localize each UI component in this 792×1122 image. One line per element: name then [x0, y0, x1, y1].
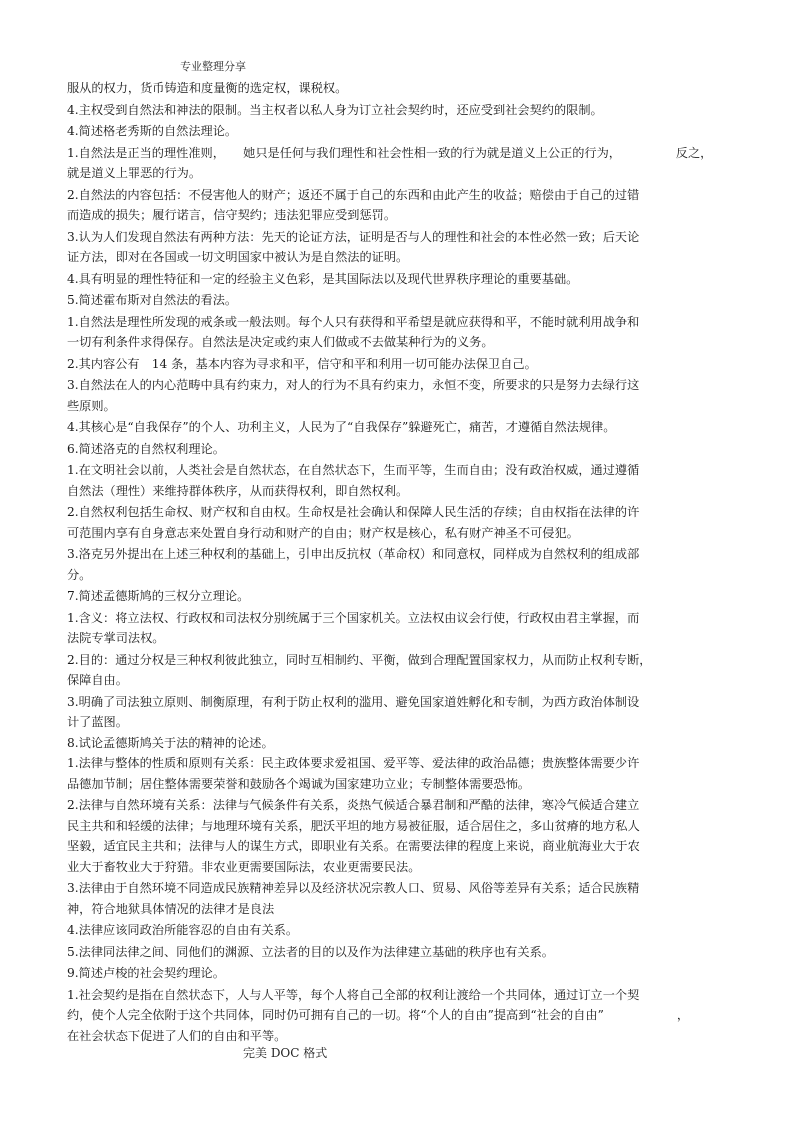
text-line: 法院专掌司法权。	[67, 631, 165, 645]
text-line: 一切有利条件求得保存。自然法是决定或约束人们做或不去做某种行为的义务。	[67, 335, 494, 349]
text-line: 1.自然法是理性所发现的戒条或一般法则。每个人只有获得和平希望是就应获得和平，不能时就利用战争和	[67, 314, 640, 329]
text-line: 计了蓝图。	[67, 715, 128, 729]
text-line: 3.明确了司法独立原则、制衡原理，有利于防止权利的滥用、避免国家道姓孵化和专制，为西方政治体制设	[67, 694, 640, 709]
text-line: 3.法律由于自然环境不同造成民族精神差异以及经济状况宗教人口、贸易、风俗等差异有关系；适合民族精	[67, 881, 640, 895]
text-line: 1.在文明社会以前，人类社会是自然状态，在自然状态下，生而平等，生而自由；没有政治权威，通过遵循	[67, 463, 640, 477]
section-heading: 9.简述卢梭的社会契约理论。	[67, 966, 225, 980]
text-line: 1.法律与整体的性质和原则有关系：民主政体要求爱祖国、爱平等、爱法律的政治品德；贵族整体需要少许	[67, 756, 640, 770]
text-line: 证方法，即对在各国或一切文明国家中被认为是自然法的证明。	[67, 250, 409, 264]
text-line: 4.其核心是“自我保存”的个人、功利主义，人民为了“自我保存”躲避死亡，痛苦，才遵循自然法规律。	[67, 420, 616, 434]
text-line: 神，符合地狱具体情况的法律才是良法	[67, 901, 275, 916]
text-line: 就是道义上罪恶的行为。	[67, 166, 202, 180]
text-line: 4.主权受到自然法和神法的限制。当主权者以私人身为订立社会契约时，还应受到社会契约的限制。	[67, 102, 603, 117]
page-footer: 完美 DOC 格式	[243, 1046, 328, 1060]
text-line: 分。	[67, 567, 92, 582]
text-line: 3.洛克另外提出在上述三种权利的基础上，引申出反抗权（革命权）和同意权，同样成为自然权利的组成部	[67, 547, 640, 561]
text-line: 2.其内容公有 14 条，基本内容为寻求和平，信守和平和利用一切可能办法保卫自己。	[67, 356, 537, 371]
section-heading: 8.试论孟德斯鸠关于法的精神的论述。	[67, 735, 274, 750]
text-line: 3.认为人们发现自然法有两种方法：先天的论证方法，证明是否与人的理性和社会的本性必然一致；后天论	[67, 229, 640, 244]
text-line: 5.法律同法律之间、同他们的渊源、立法者的目的以及作为法律建立基础的秩序也有关系。	[67, 944, 554, 959]
text-line: 自然法（理性）来维持群体秩序，从而获得权利，即自然权利。	[67, 483, 409, 498]
text-line: 在社会状态下促进了人们的自由和平等。	[67, 1028, 287, 1043]
section-heading: 6.简述洛克的自然权利理论。	[67, 441, 225, 456]
text-line: 1.含义：将立法权、行政权和司法权分别统属于三个国家机关。立法权由议会行使，行政权由君主掌握，而	[67, 610, 640, 625]
text-line: 业大于畜牧业大于狩猎。非农业更需要国际法，农业更需要民法。	[67, 859, 421, 874]
text-line: 4.具有明显的理性特征和一定的经验主义色彩，是其国际法以及现代世界秩序理论的重要基础。	[67, 271, 579, 286]
page-header: 专业整理分享	[180, 60, 246, 73]
text-line: 民主共和和轻缓的法律；与地理环境有关系，肥沃平坦的地方易被征服，适合居住之，多山贫瘠的地方私人	[67, 818, 640, 833]
text-line: 服从的权力，货币铸造和度量衡的选定权，课税权。	[67, 81, 348, 95]
section-heading: 5.简述霍布斯对自然法的看法。	[67, 293, 238, 307]
document-body	[67, 78, 713, 1046]
section-heading: 4.简述格老秀斯的自然法理论。	[67, 124, 238, 138]
text-line: 2.自然法的内容包括：不侵害他人的财产；返还不属于自己的东西和由此产生的收益；赔偿由于自己的过错	[67, 187, 640, 202]
text-line: 可范围内享有自身意志来处置自身行动和财产的自由；财产权是核心，私有财产神圣不可侵犯。	[67, 525, 579, 540]
text-line: 些原则。	[67, 398, 116, 413]
text-line: 约，使个人完全依附于这个共同体，同时仍可拥有自己的一切。将“个人的自由”提高到“社会的自由” ，	[67, 1008, 690, 1022]
text-line: 保障自由。	[67, 673, 128, 687]
text-line: 2.目的：通过分权是三种权利彼此独立，同时互相制约、平衡，做到合理配置国家权力，从而防止权利专断，	[67, 652, 652, 667]
text-line: 3.自然法在人的内心范畴中具有约束力，对人的行为不具有约束力，永恒不变，所要求的只是努力去绿行这	[67, 378, 640, 392]
text-line: 1.社会契约是指在自然状态下，人与人平等，每个人将自己全部的权利让渡给一个共同体，通过订立一个契	[67, 987, 640, 1002]
text-line: 而造成的损失；履行诺言，信守契约；违法犯罪应受到惩罚。	[67, 208, 397, 222]
text-line: 4.法律应该同政治所能容忍的自由有关系。	[67, 923, 299, 937]
text-line: 1.自然法是正当的理性准则， 她只是任何与我们理性和社会性相一致的行为就是道义上公正的行为， 反之，	[67, 145, 713, 160]
text-line: 坚毅，适宜民主共和；法律与人的谋生方式，即职业有关系。在需要法律的程度上来说，商业航海业大于农	[67, 839, 640, 853]
section-heading: 7.简述孟德斯鸠的三权分立理论。	[67, 589, 250, 603]
text-line: 品德加节制；居住整体需要荣誉和鼓励各个竭诚为国家建功立业；专制整体需要恐怖。	[67, 776, 531, 791]
text-line: 2.法律与自然环境有关系：法律与气候条件有关系，炎热气候适合暴君制和严酷的法律，寒冷气候适合建立	[67, 798, 640, 812]
text-line: 2.自然权利包括生命权、财产权和自由权。生命权是社会确认和保障人民生活的存续；自由权指在法律的许	[67, 505, 640, 519]
